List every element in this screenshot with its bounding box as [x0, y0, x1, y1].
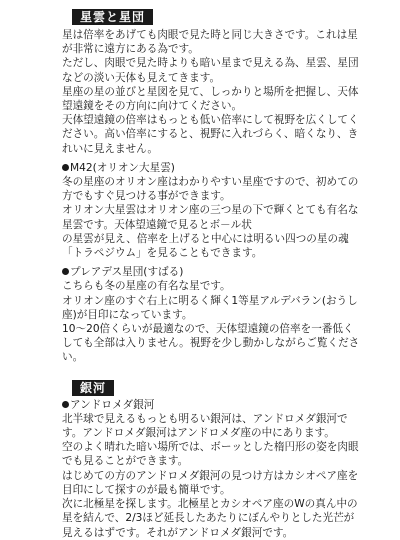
m42-text: 冬の星座のオリオン座はわかりやすい星座ですので、初めての方でもすぐ見つける事ができます。 オリオン大星雲はオリオン座の三つ星の下で輝くとても有名な星雲です。天体望遠鏡で見るとボ－ル状 の星雲が見え、倍率を上げると中心には明るい四つの星の魂「トラペジウム」を見ることもできます。	[62, 176, 359, 260]
bullet-icon	[62, 268, 69, 275]
andromeda-title: アンドロメダ銀河	[62, 398, 362, 412]
m42-title: M42(オリオン大星雲)	[62, 161, 362, 175]
andromeda-text: 北半球で見えるもっとも明るい銀河は、アンドロメダ銀河です。アンドロメダ銀河はアンドロメダ座の中にあります。 空のよく晴れた暗い場所では、ボーッとした楕円形の姿を肉眼でも見ることができます。 はじめての方のアンドロメダ銀河の見つけ方はカシオペア座を目印にして探すのが最も簡単です。 次に北極星を探します。北極星とカシオペア座のWの真ん中の星を結んで、2/3ほど延長したあたりにぼんやりとした光芒が見えるはずです。それがアンドロメダ銀河です。	[62, 412, 359, 539]
pleiades-text: こちらも冬の星座の有名な星です。 オリオン座のすぐ右上に明るく輝く1等星アルデバラン(おうし座)が目印になっています。 10～20倍くらいが最適なので、天体望遠鏡の倍率を一番低くしても全部は入りません。視野を少し動かしながらご覧ください。	[62, 280, 360, 364]
section-header-nebula: 星雲と星団	[72, 9, 153, 25]
nebula-intro-text: 星は倍率をあげても肉眼で見た時と同じ大きさです。これは星が非常に遠方にある為です。 ただし、肉眼で見た時よりも暗い星まで見える為、星雲、星団などの淡い天体も見えてきます。 星座の星の並びと星図を見て、しっかりと場所を把握し、天体望遠鏡をその方向に向けてください。 天体望遠鏡の倍率はもっとも低い倍率にして視野を広くしてください。高い倍率にすると、視野に入れづらく、暗くなり、きれいに見えません。	[62, 29, 359, 155]
section-header-galaxy: 銀河	[72, 380, 114, 396]
bullet-icon	[62, 401, 69, 408]
pleiades-title: プレアデス星団(すばる)	[62, 265, 362, 279]
bullet-icon	[62, 164, 69, 171]
